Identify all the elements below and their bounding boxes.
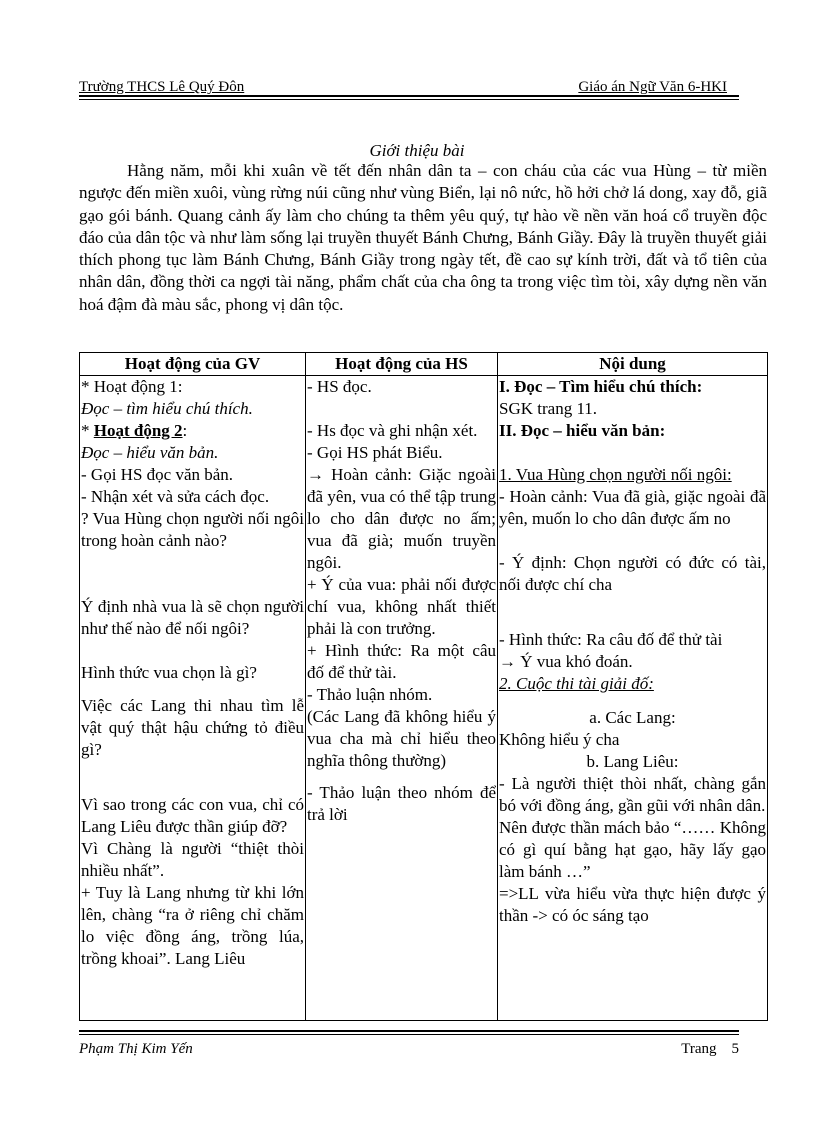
hs-line: + Ý của vua: phải nối được chí vua, không nhất thiết phải là con trưởng. [307, 575, 496, 638]
hs-line: → Hoàn cảnh: Giặc ngoài đã yên, vua có thể tập trung lo cho dân được no ấm; vua đã già; muốn truyền ngôi. [307, 465, 496, 572]
footer-rule-thin [79, 1034, 739, 1035]
footer-rule [79, 1030, 739, 1032]
nd-line: SGK trang 11. [499, 399, 598, 418]
hs-line: (Các Lang đã không hiểu ý vua cha mà chỉ hiểu theo nghĩa thông thường) [307, 707, 496, 770]
gv-colon: : [182, 421, 188, 440]
gv-star: * [81, 421, 94, 440]
author-name: Phạm Thị Kim Yến [79, 1041, 193, 1057]
gv-line: Đọc – hiểu văn bản. [81, 443, 219, 462]
gv-line: Đọc – tìm hiểu chú thích. [81, 399, 253, 418]
nd-line: Nên được thần mách bảo “…… Không có gì quí bằng hạt gạo, hãy lấy gạo làm bánh …” [499, 818, 766, 881]
school-name: Trường THCS Lê Quý Đôn [79, 79, 245, 95]
gv-activity-2: Hoạt động 2 [93, 421, 183, 440]
gv-line [81, 420, 304, 442]
gv-question: Việc các Lang thi nhau tìm lễ vật quý thật hậu chứng tỏ điều gì? [81, 696, 304, 759]
hs-line: - Hs đọc và ghi nhận xét. [307, 421, 478, 440]
nd-line: - Ý định: Chọn người có đức có tài, nối được chí cha [499, 553, 766, 594]
gv-line: - Nhận xét và sửa cách đọc. [81, 487, 270, 506]
hs-line: - Gọi HS phát Biểu. [307, 443, 443, 462]
nd-line: b. Lang Liêu: [586, 752, 679, 771]
lesson-table [79, 352, 768, 1021]
gv-line: * Hoạt động 1: [81, 377, 183, 396]
table-header-row [80, 353, 768, 376]
nd-line: a. Các Lang: [589, 708, 676, 727]
page-number [681, 1040, 739, 1058]
noidung-column [498, 376, 768, 1021]
hs-line: - Thảo luận theo nhóm để trả lời [307, 783, 496, 824]
nd-line: Không hiểu ý cha [499, 730, 620, 749]
page-header [79, 79, 739, 95]
nd-section-1: I. Đọc – Tìm hiểu chú thích: [499, 377, 703, 396]
gv-line: Vì Chàng là người “thiệt thòi nhiều nhất”. [81, 839, 304, 880]
hs-column [306, 376, 498, 1021]
gv-line: + Tuy là Lang nhưng từ khi lớn lên, chàng “ra ở riêng chỉ chăm lo việc đồng áng, trồng lúa, trồng khoai”. Lang Liêu [81, 883, 304, 968]
intro-paragraph: Hằng năm, mỗi khi xuân về tết đến nhân dân ta – con cháu của các vua Hùng – từ miền ngược đến miền xuôi, vùng rừng núi cũng như vùng Biển, lại nô nức, hồ hởi chở lá dong, xay đỗ, giã gạo gói bánh. Quang cảnh ấy làm cho chúng ta thêm yêu quý, tự hào về nền văn hoá cổ truyền độc đáo của dân tộc và như làm sống lại truyền thuyết Bánh Chưng, Bánh Giầy. Đây là truyền thuyết giải thích phong tục làm Bánh Chưng, Bánh Giầy trong ngày tết, đề cao sự kính trời, đất và tổ tiên của nhân dân, đồng thời ca ngợi tài năng, phẩm chất của cha ông ta trong việc tìm tòi, xây dựng nền văn hoá đậm đà màu sắc, phong vị dân tộc. [79, 161, 767, 314]
nd-line: - Là người thiệt thòi nhất, chàng gắn bó với đồng áng, gần gũi với nhân dân. [499, 774, 766, 815]
page-footer [79, 1040, 739, 1058]
nd-line: - Hình thức: Ra câu đố để thử tài [499, 630, 723, 649]
header-rule [79, 95, 739, 97]
header-noidung: Nội dung [498, 353, 768, 376]
table-row [80, 376, 768, 1021]
intro-title: Giới thiệu bài [369, 141, 465, 160]
document-title: Giáo án Ngữ Văn 6-HKI [578, 79, 727, 95]
gv-question: Hình thức vua chọn là gì? [81, 663, 257, 682]
nd-subheading-1: 1. Vua Hùng chọn người nối ngôi: [499, 465, 732, 484]
gv-question: ? Vua Hùng chọn người nối ngôi trong hoàn cảnh nào? [81, 509, 304, 550]
header-rule-thin [79, 99, 739, 100]
nd-line: → Ý vua khó đoán. [499, 652, 633, 671]
header-hs: Hoạt động của HS [306, 353, 498, 376]
hs-line: + Hình thức: Ra một câu đố để thử tài. [307, 641, 496, 682]
nd-line: - Hoàn cảnh: Vua đã già, giặc ngoài đã yên, muốn lo cho dân được ấm no [499, 487, 766, 528]
nd-subheading-2: 2. Cuộc thi tài giải đố: [499, 674, 654, 693]
page-number-value: 5 [731, 1041, 739, 1057]
gv-line: - Gọi HS đọc văn bản. [81, 465, 234, 484]
gv-question: Ý định nhà vua là sẽ chọn người như thế nào để nối ngôi? [81, 597, 304, 638]
gv-question: Vì sao trong các con vua, chỉ có Lang Liêu được thần giúp đỡ? [81, 795, 304, 836]
header-gv: Hoạt động của GV [80, 353, 306, 376]
hs-line: - Thảo luận nhóm. [307, 685, 433, 704]
page-label: Trang [681, 1041, 717, 1057]
hs-line: - HS đọc. [307, 377, 372, 396]
gv-column [80, 376, 306, 1021]
nd-section-2: II. Đọc – hiểu văn bản: [499, 421, 666, 440]
nd-line: =>LL vừa hiểu vừa thực hiện được ý thần -> có óc sáng tạo [499, 884, 766, 925]
